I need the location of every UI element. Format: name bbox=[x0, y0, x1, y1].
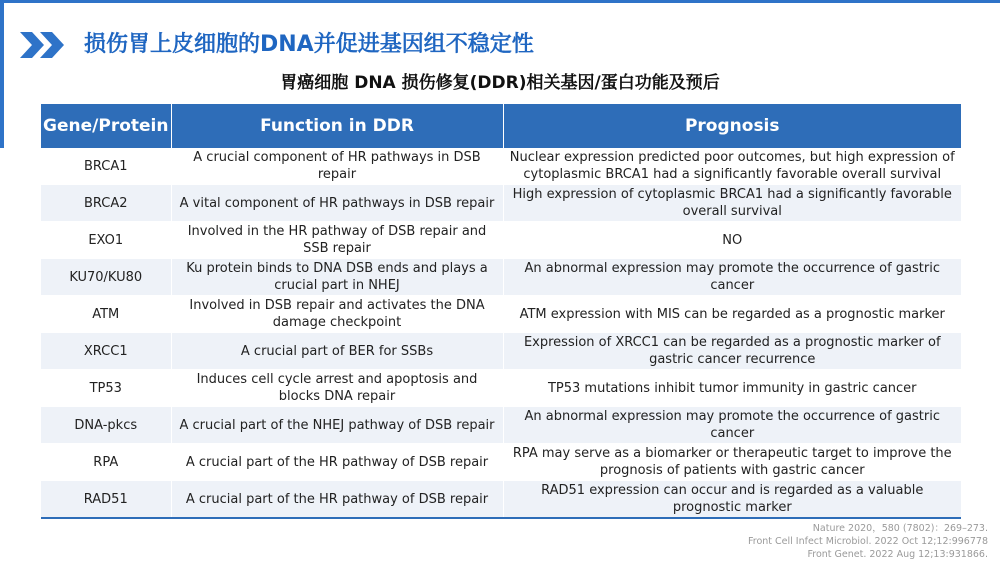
cell-prognosis: Nuclear expression predicted poor outcomes, but high expression of cytoplasmic BRCA1 had a significantly favorable overall survival bbox=[503, 148, 961, 185]
cell-gene: XRCC1 bbox=[41, 333, 171, 370]
cell-prognosis: High expression of cytoplasmic BRCA1 had a significantly favorable overall survival bbox=[503, 185, 961, 222]
ddr-genes-table bbox=[41, 104, 961, 519]
header-prognosis: Prognosis bbox=[503, 104, 961, 148]
cell-function: A vital component of HR pathways in DSB repair bbox=[171, 185, 503, 222]
table-row bbox=[41, 407, 961, 444]
table-row bbox=[41, 296, 961, 333]
table-row bbox=[41, 370, 961, 407]
table-title: 胃癌细胞 DNA 损伤修复(DDR)相关基因/蛋白功能及预后 bbox=[280, 73, 720, 93]
cell-prognosis: Expression of XRCC1 can be regarded as a prognostic marker of gastric cancer recurrence bbox=[503, 333, 961, 370]
cell-function: A crucial component of HR pathways in DSB repair bbox=[171, 148, 503, 185]
cell-function: Involved in the HR pathway of DSB repair and SSB repair bbox=[171, 222, 503, 259]
cell-function: Ku protein binds to DNA DSB ends and plays a crucial part in NHEJ bbox=[171, 259, 503, 296]
cell-function: A crucial part of the HR pathway of DSB repair bbox=[171, 444, 503, 481]
cell-prognosis: An abnormal expression may promote the occurrence of gastric cancer bbox=[503, 407, 961, 444]
cell-prognosis: An abnormal expression may promote the occurrence of gastric cancer bbox=[503, 259, 961, 296]
cell-function: Involved in DSB repair and activates the DNA damage checkpoint bbox=[171, 296, 503, 333]
cell-prognosis: ATM expression with MIS can be regarded as a prognostic marker bbox=[503, 296, 961, 333]
header-function: Function in DDR bbox=[171, 104, 503, 148]
table-row bbox=[41, 259, 961, 296]
cell-prognosis: RAD51 expression can occur and is regarded as a valuable prognostic marker bbox=[503, 481, 961, 519]
references bbox=[748, 522, 988, 561]
cell-gene: DNA-pkcs bbox=[41, 407, 171, 444]
cell-gene: EXO1 bbox=[41, 222, 171, 259]
header-gene-protein: Gene/Protein bbox=[41, 104, 171, 148]
reference-line: Front Cell Infect Microbiol. 2022 Oct 12;12:996778 bbox=[747, 536, 988, 547]
cell-gene: KU70/KU80 bbox=[41, 259, 171, 296]
table-row bbox=[41, 481, 961, 519]
cell-function: A crucial part of BER for SSBs bbox=[171, 333, 503, 370]
cell-prognosis: NO bbox=[503, 222, 961, 259]
cell-prognosis: RPA may serve as a biomarker or therapeutic target to improve the prognosis of patients with gastric cancer bbox=[503, 444, 961, 481]
double-chevron-right-icon bbox=[20, 30, 68, 60]
table-row bbox=[41, 444, 961, 481]
table-header-row bbox=[41, 104, 961, 148]
cell-gene: TP53 bbox=[41, 370, 171, 407]
table-row bbox=[41, 222, 961, 259]
reference-line: Front Genet. 2022 Aug 12;13:931866. bbox=[807, 549, 988, 560]
cell-gene: ATM bbox=[41, 296, 171, 333]
top-accent-rule bbox=[0, 0, 1000, 3]
cell-gene: BRCA1 bbox=[41, 148, 171, 185]
cell-gene: BRCA2 bbox=[41, 185, 171, 222]
table-row bbox=[41, 185, 961, 222]
cell-function: A crucial part of the HR pathway of DSB repair bbox=[171, 481, 503, 519]
cell-prognosis: TP53 mutations inhibit tumor immunity in gastric cancer bbox=[503, 370, 961, 407]
cell-gene: RPA bbox=[41, 444, 171, 481]
slide-header bbox=[0, 6, 1000, 66]
reference-line: Nature 2020，580 (7802)：269–273. bbox=[812, 523, 988, 534]
table-row bbox=[41, 333, 961, 370]
table-row bbox=[41, 148, 961, 185]
slide-title: 损伤胃上皮细胞的DNA并促进基因组不稳定性 bbox=[84, 32, 534, 57]
cell-function: A crucial part of the NHEJ pathway of DSB repair bbox=[171, 407, 503, 444]
cell-gene: RAD51 bbox=[41, 481, 171, 519]
cell-function: Induces cell cycle arrest and apoptosis and blocks DNA repair bbox=[171, 370, 503, 407]
